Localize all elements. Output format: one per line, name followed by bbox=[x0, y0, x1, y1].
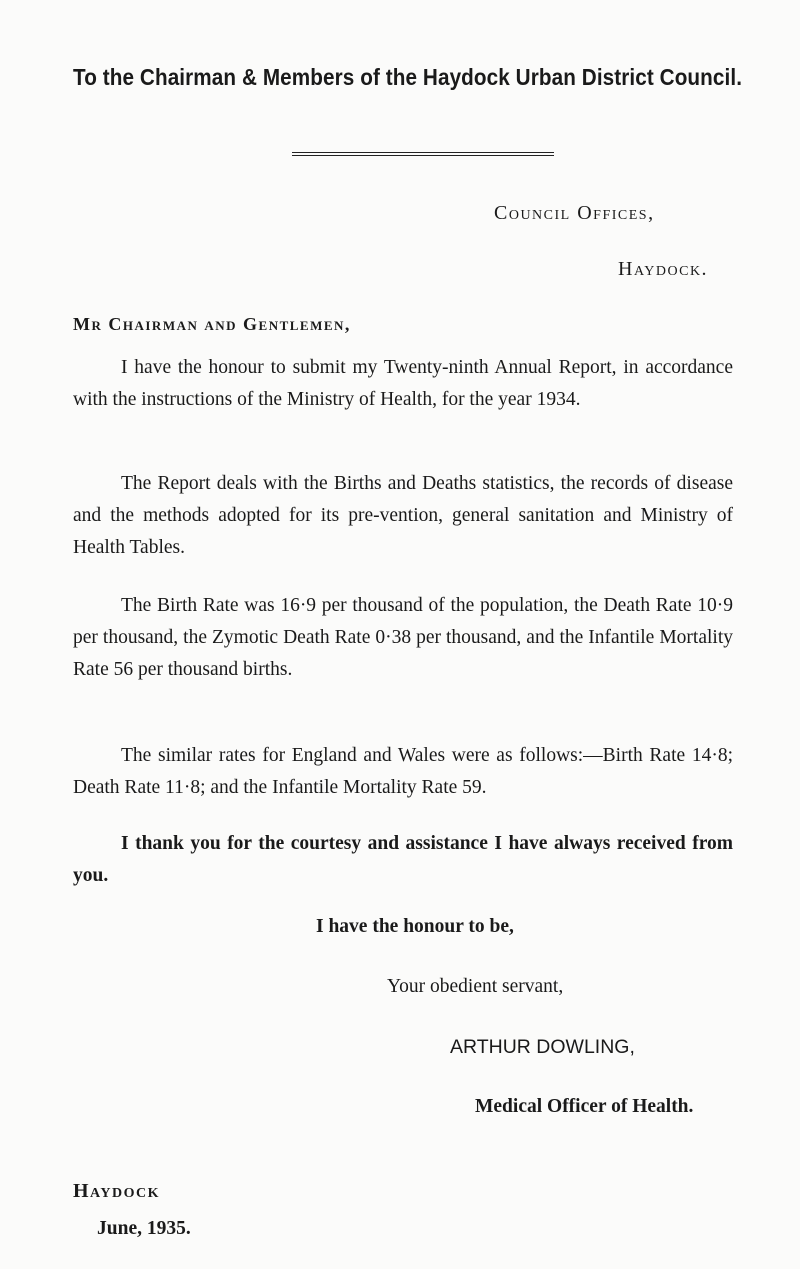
footer-date: June, 1935. bbox=[97, 1218, 191, 1239]
heading-divider bbox=[292, 152, 554, 156]
closing-line: I have the honour to be, bbox=[316, 916, 514, 937]
footer-place: Haydock bbox=[73, 1180, 160, 1202]
address-office: Council Offices, bbox=[494, 202, 655, 224]
paragraph-thanks: I thank you for the courtesy and assistance I have always received from you. bbox=[73, 833, 733, 886]
signatory-title: Medical Officer of Health. bbox=[475, 1096, 694, 1117]
paragraph-intro: I have the honour to submit my Twenty-ninth Annual Report, in accordance with the instructions of the Ministry of Health, for the year 1934. bbox=[73, 357, 733, 410]
paragraph-national-rates: The similar rates for England and Wales were as follows:—Birth Rate 14·8; Death Rate 11·8; and the Infantile Mortality Rate 59. bbox=[73, 745, 733, 798]
paragraph-rates: The Birth Rate was 16·9 per thousand of the population, the Death Rate 10·9 per thousand, the Zymotic Death Rate 0·38 per thousand, and the Infantile Mortality Rate 56 per thousand births. bbox=[73, 595, 733, 680]
paragraph-contents: The Report deals with the Births and Deaths statistics, the records of disease and the methods adopted for its pre-vention, general sanitation and Ministry of Health Tables. bbox=[73, 473, 733, 558]
letter-heading: To the Chairman & Members of the Haydock Urban District Council. bbox=[73, 64, 743, 90]
signatory-name: ARTHUR DOWLING, bbox=[450, 1036, 635, 1058]
servant-line: Your obedient servant, bbox=[387, 976, 564, 997]
address-town: Haydock. bbox=[618, 258, 709, 280]
salutation: Mr Chairman and Gentlemen, bbox=[73, 314, 351, 334]
